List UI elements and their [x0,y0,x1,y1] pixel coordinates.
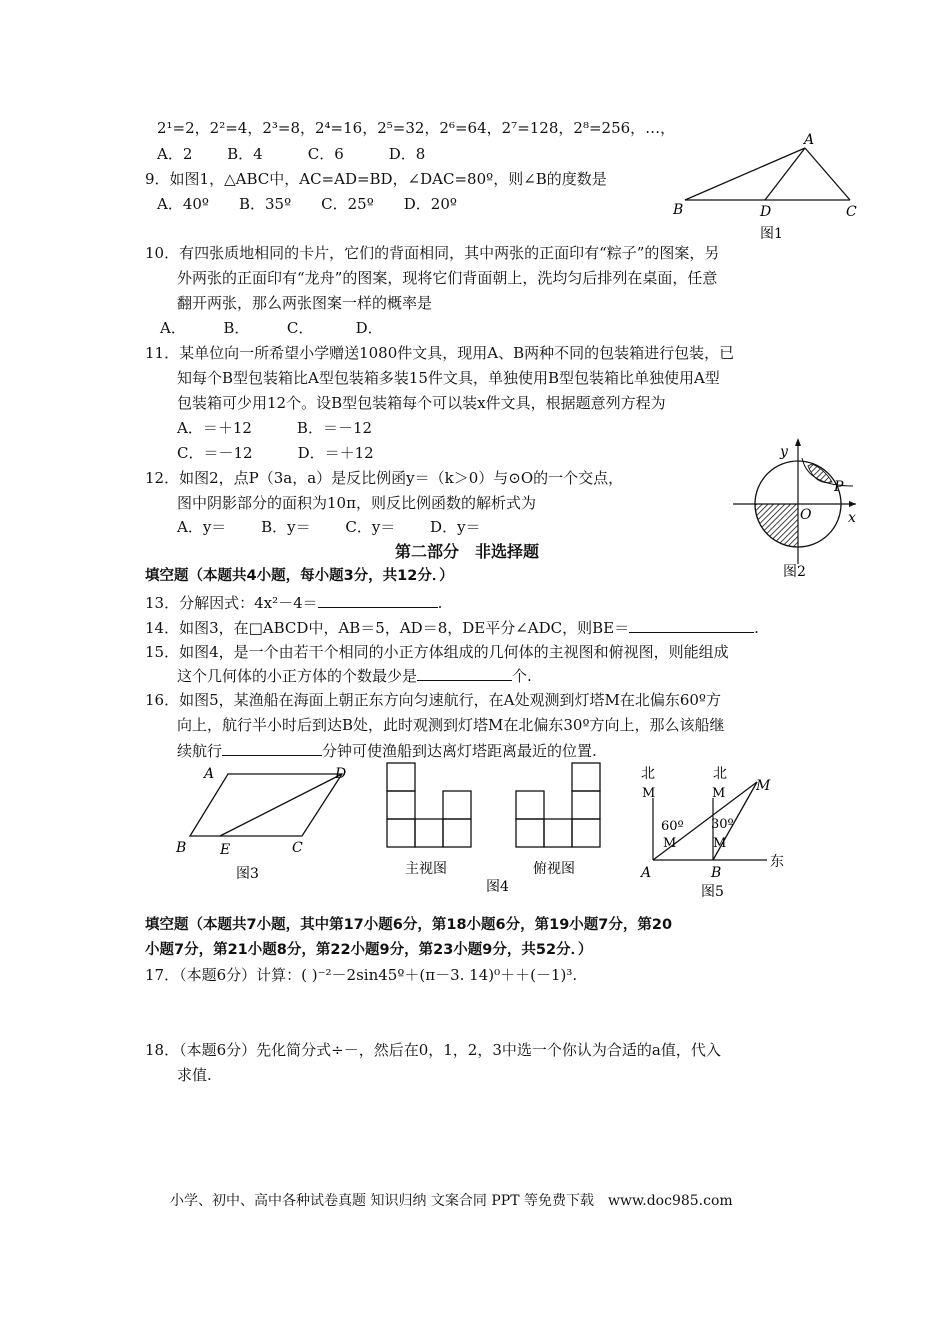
fig5-m-a: M [642,786,656,801]
q8-sequence: 2¹=2，2²=4，2³=8，2⁴=16，2⁵=32，2⁶=64，2⁷=128，2⁸=256，…， [157,119,676,137]
fig5-north-b: 北 [713,766,727,782]
q11-line3: 包装箱可少用12个。设B型包装箱每个可以装x件文具，根据题意列方程为 [177,394,666,412]
q9-options: A．40º B．35º C．25º D．20º [157,195,457,213]
figure-2-circle [728,436,868,581]
fig4-caption: 图4 [486,879,509,895]
fig1-label-d: D [760,204,772,220]
fig2-label-x: x [848,510,856,526]
fig1-label-b: B [673,202,684,218]
fig3-label-b: B [176,840,187,856]
q11-line2: 知每个B型包装箱比A型包装箱多装15件文具，单独使用B型包装箱比单独使用A型 [177,369,720,387]
fig4-top-label: 俯视图 [533,861,575,877]
fig3-label-d: D [335,766,347,782]
q18-line2: 求值. [177,1066,212,1084]
q15-end: 个. [512,667,532,685]
fig5-label-b: B [711,865,722,881]
q17: 17．（本题6分）计算：( )⁻²－2sin45º＋(π－3. 14)⁰＋＋(－1)³. [145,966,578,984]
q12-line2: 图中阴影部分的面积为10π，则反比例函数的解析式为 [177,494,536,512]
fig4-front-label: 主视图 [405,861,447,877]
q15-answer-blank[interactable] [417,665,512,681]
q9-stem: 9．如图1，△ABC中，AC=AD=BD，∠DAC=80º，则∠B的度数是 [145,170,607,188]
fig2-label-o: O [800,507,812,523]
fig1-label-a: A [804,132,815,148]
q13-answer-blank[interactable] [318,592,438,608]
q13-line [145,592,442,613]
fig3-label-e: E [220,842,231,858]
q10-line2: 外两张的正面印有“龙舟”的图案，现将它们背面朝上，洗均匀后排列在桌面，任意 [177,269,718,287]
front-view-grid [387,763,471,847]
fig5-east: 东 [770,854,784,870]
q12-options: A．y＝ B．y＝ C．y＝ D．y＝ [177,518,481,536]
q16-line3-wrap [177,740,597,761]
q18-line1: 18．（本题6分）先化简分式÷－，然后在0，1，2，3中选一个你认为合适的a值，代入 [145,1041,721,1059]
solve-heading-1: 填空题（本题共7小题，其中第17小题6分，第18小题6分，第19小题7分，第20 [145,917,673,933]
fig3-label-c: C [292,840,303,856]
fig2-label-y: y [780,444,788,460]
solve-heading-2: 小题7分，第21小题8分，第22小题9分，第23小题9分，共52分．） [145,942,593,958]
fig5-caption: 图5 [701,884,724,900]
q10-line3: 翻开两张，那么两张图案一样的概率是 [177,294,433,312]
fill-in-heading: 填空题（本题共4小题，每小题3分，共12分．） [145,568,454,584]
fig2-label-p: P [834,479,844,495]
fig3-caption: 图3 [236,866,259,882]
figure-5-navigation [635,760,795,902]
q11-line1: 11．某单位向一所希望小学赠送1080件文具，现用A、B两种不同的包装箱进行包装，已 [145,344,735,362]
fig2-caption: 图2 [783,564,806,580]
q16-answer-blank[interactable] [222,740,322,756]
fig5-angle-60: 60º [661,819,684,834]
fig3-label-a: A [204,766,215,782]
q8-options: A．2 B．4 C．6 D．8 [157,145,426,163]
fig5-angle-30: 30º [711,817,734,832]
q15-line2-wrap [177,665,532,686]
q13-text: 13．分解因式：4x²－4＝ [145,594,318,612]
figure-4-views [380,760,610,900]
q11-options-row2: C．＝－12 D．＝＋12 [177,444,374,462]
q15-line2: 这个几何体的小正方体的个数最少是 [177,667,418,685]
fig5-m-d: M [713,836,727,851]
part2-title: 第二部分 非选择题 [395,542,540,561]
q14-text: 14．如图3，在□ABCD中，AB＝5，AD＝8，DE平分∠ADC，则BE＝ [145,619,630,637]
fig5-label-a: A [641,865,652,881]
fig1-caption: 图1 [760,226,783,242]
top-view-grid [516,763,600,847]
fig5-label-m: M [756,778,771,794]
page-footer: 小学、初中、高中各种试卷真题 知识归纳 文案合同 PPT 等免费下载 www.doc985.com [170,1193,733,1209]
q16-line1: 16．如图5，某渔船在海面上朝正东方向匀速航行，在A处观测到灯塔M在北偏东60º方 [145,691,721,709]
q15-line1: 15．如图4，是一个由若干个相同的小正方体组成的几何体的主视图和俯视图，则能组成 [145,643,729,661]
q14-answer-blank[interactable] [629,617,754,633]
q14-end: . [754,619,759,637]
q12-line1: 12．如图2，点P（3a，a）是反比例函y＝（k＞0）与⊙O的一个交点， [145,469,624,487]
q10-options: A． B． C． D． [160,319,383,337]
q11-options-row1: A．＝＋12 B．＝－12 [177,419,373,437]
q16-line3: 续航行 [177,742,223,760]
q13-end: . [437,594,443,612]
q10-line1: 10．有四张质地相同的卡片，它们的背面相同，其中两张的正面印有“粽子”的图案，另 [145,244,720,262]
fig5-north-a: 北 [641,766,655,782]
fig5-m-c: M [663,836,677,851]
q16-end: 分钟可使渔船到达离灯塔距离最近的位置. [322,742,597,760]
figure-3-parallelogram [170,762,360,882]
q14-line [145,617,759,638]
fig5-m-b: M [712,786,726,801]
q16-line2: 向上，航行半小时后到达B处，此时观测到灯塔M在北偏东30º方向上，那么该船继 [177,716,725,734]
figure-1-triangle [665,130,865,245]
fig1-label-c: C [846,204,857,220]
